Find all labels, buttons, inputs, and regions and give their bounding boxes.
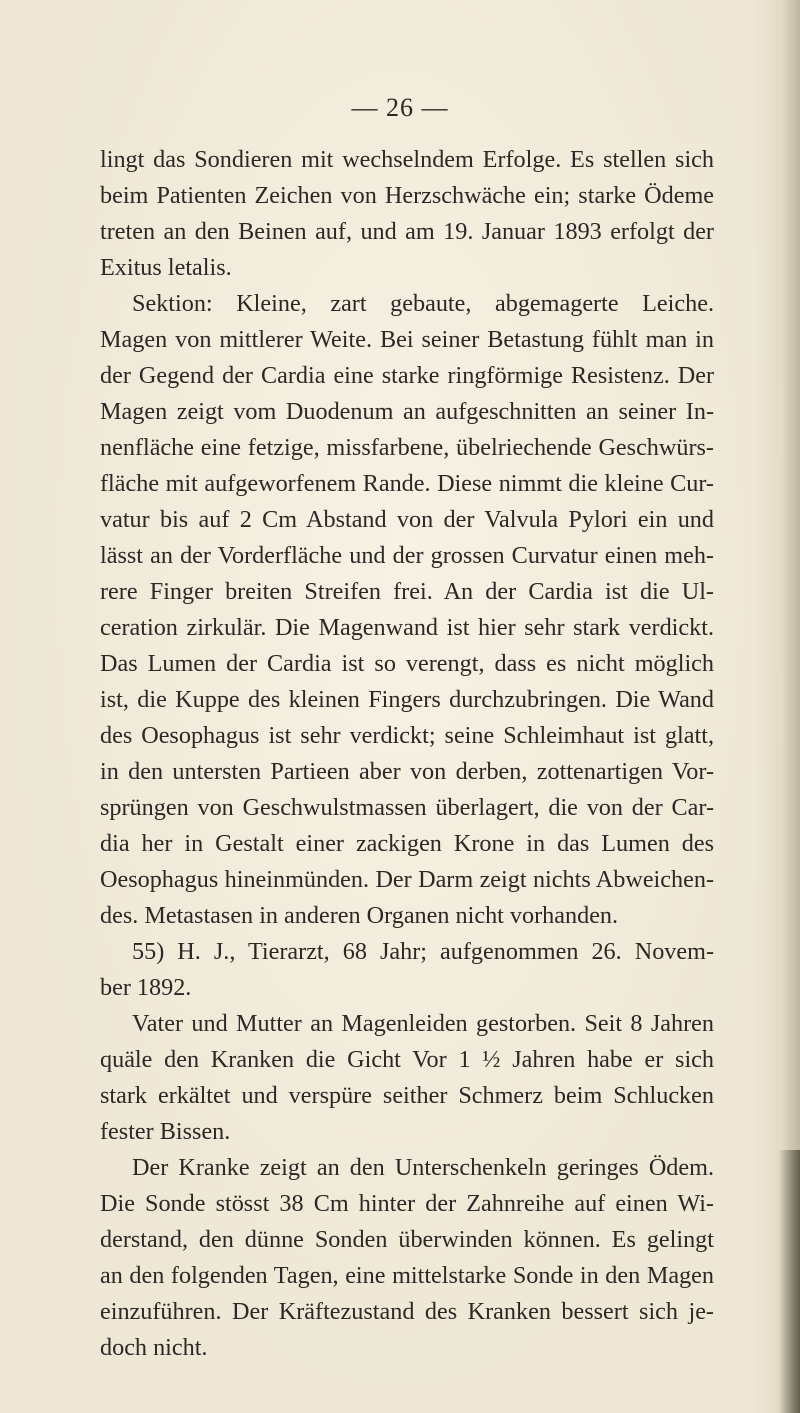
text-line: stark erkältet und verspüre seither Schmerz beim Schlucken	[100, 1082, 714, 1109]
page-number: — 26 —	[351, 93, 449, 122]
text-line: vatur bis auf 2 Cm Abstand von der Valvula Pylori ein und	[100, 506, 714, 533]
text-line: ist, die Kuppe des kleinen Fingers durchzubringen. Die Wand	[100, 686, 714, 713]
text-line: dia her in Gestalt einer zackigen Krone in das Lumen des	[100, 830, 714, 857]
text-line: ber 1892.	[100, 974, 192, 1001]
text-line: rere Finger breiten Streifen frei. An der Cardia ist die Ul-	[100, 578, 714, 605]
text-line: derstand, den dünne Sonden überwinden können. Es gelingt	[100, 1226, 714, 1253]
text-line: treten an den Beinen auf, und am 19. Januar 1893 erfolgt der	[100, 218, 714, 245]
text-line: an den folgenden Tagen, eine mittelstarke Sonde in den Magen	[100, 1262, 714, 1289]
text-line: sprüngen von Geschwulstmassen überlagert, die von der Car-	[100, 794, 714, 821]
text-line: Magen zeigt vom Duodenum an aufgeschnitten an seiner In-	[100, 398, 714, 425]
text-line: der Gegend der Cardia eine starke ringförmige Resistenz. Der	[100, 362, 714, 389]
text-line: ceration zirkulär. Die Magenwand ist hier sehr stark verdickt.	[100, 614, 714, 641]
page-edge-dark	[778, 1150, 800, 1413]
text-line: in den untersten Partieen aber von derben, zottenartigen Vor-	[100, 758, 714, 785]
text-line: Das Lumen der Cardia ist so verengt, dass es nicht möglich	[100, 650, 714, 677]
text-line: Vater und Mutter an Magenleiden gestorben. Seit 8 Jahren	[132, 1010, 714, 1037]
text-line: beim Patienten Zeichen von Herzschwäche ein; starke Ödeme	[100, 182, 714, 209]
text-line: des Oesophagus ist sehr verdickt; seine Schleimhaut ist glatt,	[100, 722, 714, 749]
text-line: doch nicht.	[100, 1334, 208, 1361]
text-line: lingt das Sondieren mit wechselndem Erfolge. Es stellen sich	[100, 146, 714, 173]
text-line: lässt an der Vorderfläche und der grossen Curvatur einen meh-	[100, 542, 714, 569]
text-line: quäle den Kranken die Gicht Vor 1 ½ Jahren habe er sich	[100, 1046, 714, 1073]
text-line: Sektion: Kleine, zart gebaute, abgemagerte Leiche.	[132, 290, 714, 317]
text-line: fläche mit aufgeworfenem Rande. Diese nimmt die kleine Cur-	[100, 470, 714, 497]
text-line: des. Metastasen in anderen Organen nicht vorhanden.	[100, 902, 619, 929]
text-line: Magen von mittlerer Weite. Bei seiner Betastung fühlt man in	[100, 326, 714, 353]
text-line: Die Sonde stösst 38 Cm hinter der Zahnreihe auf einen Wi-	[100, 1190, 714, 1217]
text-line: 55) H. J., Tierarzt, 68 Jahr; aufgenommen 26. Novem-	[132, 938, 714, 965]
text-line: einzuführen. Der Kräftezustand des Kranken bessert sich je-	[100, 1298, 714, 1325]
text-line: Exitus letalis.	[100, 254, 232, 281]
text-line: nenfläche eine fetzige, missfarbene, übelriechende Geschwürs-	[100, 434, 714, 461]
text-line: Oesophagus hineinmünden. Der Darm zeigt nichts Abweichen-	[100, 866, 714, 893]
text-line: Der Kranke zeigt an den Unterschenkeln geringes Ödem.	[132, 1154, 714, 1181]
text-line: fester Bissen.	[100, 1118, 231, 1145]
body-text	[100, 142, 714, 1366]
